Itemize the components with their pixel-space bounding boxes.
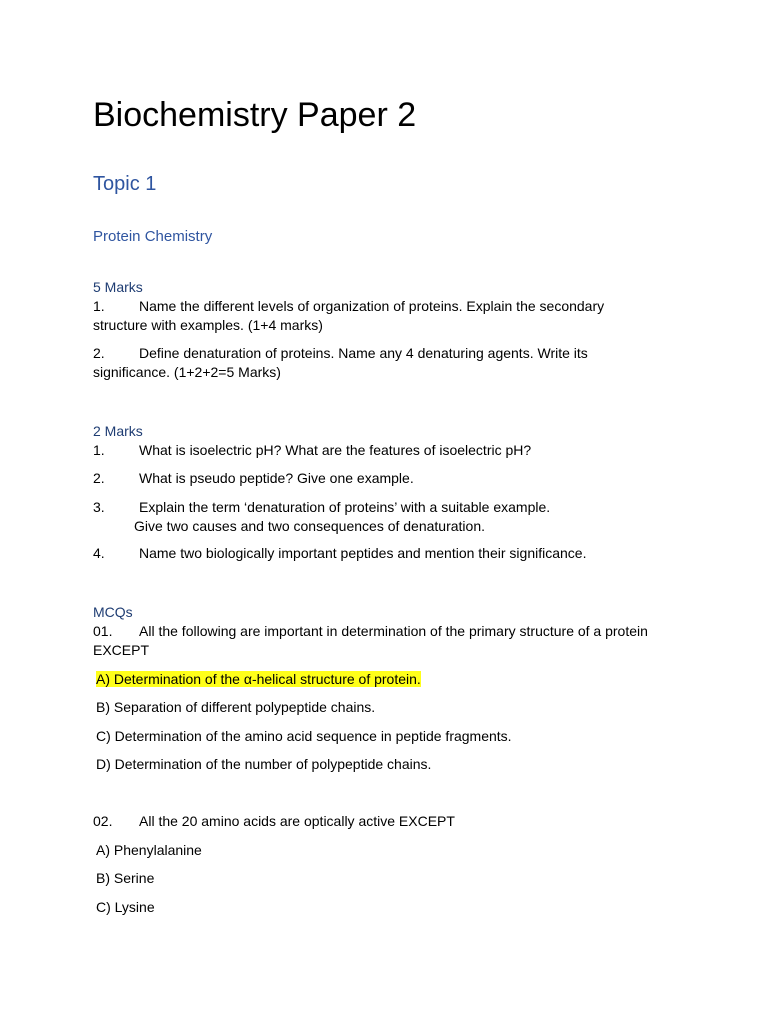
question-text: Define denaturation of proteins. Name any 4 denaturing agents. Write its significance. (1+2+2=5 Marks) [93,345,588,380]
topic-heading: Topic 1 [93,173,157,195]
question-text: Name the different levels of organization of proteins. Explain the secondary structure with examples. (1+4 marks) [93,298,605,333]
question-text: All the 20 amino acids are optically active EXCEPT [139,813,455,829]
mcq-question-1 [93,622,653,659]
question-number: 02. [93,813,113,829]
five-marks-question-1 [93,297,653,334]
mcq-2-option-a: A) Phenylalanine [96,842,202,858]
question-text: Name two biologically important peptides and mention their significance. [139,545,587,561]
five-marks-heading: 5 Marks [93,279,143,295]
question-number: 01. [93,623,113,639]
question-number: 1. [93,442,105,458]
highlighted-option: A) Determination of the α-helical structure of protein. [96,671,421,687]
question-text: What is pseudo peptide? Give one example. [139,470,414,486]
mcq-1-option-c: C) Determination of the amino acid sequence in peptide fragments. [96,728,512,744]
question-number: 2. [93,345,105,361]
question-number: 2. [93,470,105,486]
mcq-1-option-d: D) Determination of the number of polypeptide chains. [96,756,432,772]
subtopic-heading: Protein Chemistry [93,228,213,245]
mcq-2-option-b: B) Serine [96,870,155,886]
question-number: 1. [93,298,105,314]
question-text: Explain the term ‘denaturation of proteins’ with a suitable example. [139,499,551,515]
mcq-1-option-b: B) Separation of different polypeptide chains. [96,699,376,715]
two-marks-question-2 [93,469,653,488]
mcqs-heading: MCQs [93,604,133,620]
mcq-2-option-c: C) Lysine [96,899,155,915]
two-marks-question-3 [93,498,653,535]
five-marks-question-2 [93,344,653,381]
two-marks-question-1 [93,441,653,460]
question-continuation: Give two causes and two consequences of denaturation. [134,517,485,534]
two-marks-question-4 [93,544,653,563]
mcq-1-option-a [96,670,421,688]
question-number: 3. [93,499,105,515]
question-number: 4. [93,545,105,561]
question-text: All the following are important in determination of the primary structure of a protein EXCEPT [93,623,648,658]
document-title: Biochemistry Paper 2 [93,96,417,134]
mcq-question-2 [93,812,653,831]
two-marks-heading: 2 Marks [93,423,143,439]
question-text: What is isoelectric pH? What are the features of isoelectric pH? [139,442,532,458]
